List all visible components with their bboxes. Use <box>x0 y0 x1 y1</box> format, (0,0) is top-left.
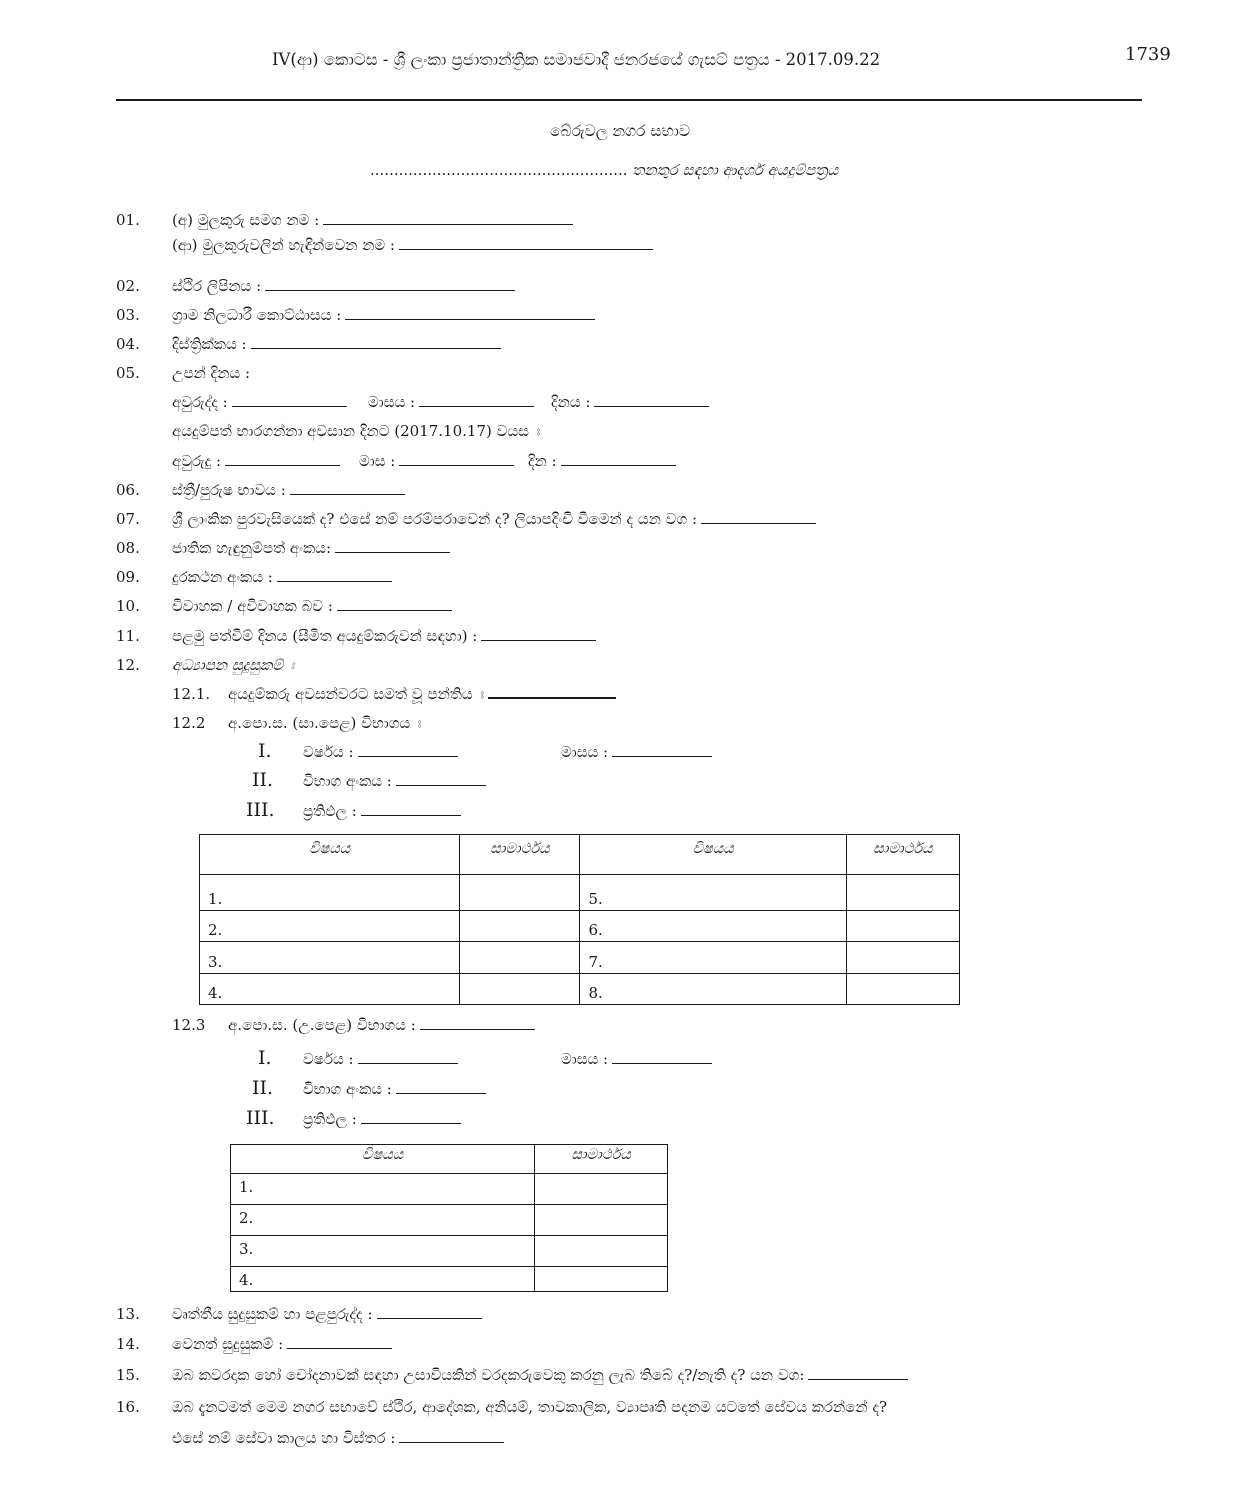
ol-subject-cell[interactable]: 2. <box>200 911 460 942</box>
item-04-field[interactable] <box>251 347 501 349</box>
age-days-field[interactable] <box>561 464 676 466</box>
header-rule <box>116 99 1142 101</box>
ol-grade-cell[interactable] <box>460 875 580 911</box>
item-02-field[interactable] <box>265 289 515 291</box>
al-subject-cell[interactable]: 2. <box>231 1205 535 1236</box>
item-12-2-label: අ.පො.ස. (සා.පෙළ) විභාගය ඃ <box>228 714 422 732</box>
item-16-label: ඔබ දැනටමත් මෙම නගර සභාවේ ස්ථිර, ආදේශක, අනියම්, තාවකාලික, ව්‍යාපෘති පදනම යටතේ සේවය කරන්නේ ද? <box>172 1398 888 1416</box>
ol-grade-cell[interactable] <box>846 974 959 1005</box>
ol-header-grade-2: සාමාර්ථය <box>846 835 959 875</box>
table-row <box>231 1267 668 1292</box>
item-08 <box>172 539 450 557</box>
table-row <box>231 1205 668 1236</box>
al-subject-cell[interactable]: 3. <box>231 1236 535 1267</box>
table-row <box>231 1174 668 1205</box>
item-13-field[interactable] <box>377 1317 482 1319</box>
al-month-label: මාසය : <box>561 1050 609 1068</box>
birth-year-field[interactable] <box>232 405 347 407</box>
al-year-label: වර්ෂය : <box>303 1050 354 1068</box>
al-roman-1: I. <box>258 1047 272 1069</box>
al-result <box>303 1110 461 1128</box>
item-01a-label: (අ) මුලකුරු සමග නම : <box>172 211 320 229</box>
item-16-field[interactable] <box>399 1441 504 1443</box>
ol-grade-cell[interactable] <box>846 942 959 974</box>
ol-grade-cell[interactable] <box>460 974 580 1005</box>
al-index-label: විභාග අංකය : <box>303 1080 392 1098</box>
item-12-1-field[interactable] <box>488 696 616 699</box>
item-12-1 <box>228 685 616 703</box>
age-days-label: දින : <box>528 452 557 470</box>
item-01b-field[interactable] <box>399 248 653 250</box>
al-subject-cell[interactable]: 4. <box>231 1267 535 1292</box>
item-09-label: දුරකථන අංකය : <box>172 568 273 586</box>
item-04-number: 04. <box>116 335 140 353</box>
al-month-field[interactable] <box>612 1062 712 1064</box>
item-04-label: දිස්ත්‍රික්කය : <box>172 335 247 353</box>
ol-year-field[interactable] <box>358 755 458 757</box>
item-09-number: 09. <box>116 568 140 586</box>
ol-grade-cell[interactable] <box>846 911 959 942</box>
item-10-label: විවාහක / අවිවාහක බව : <box>172 597 333 615</box>
ol-header-subject-1: විෂයය <box>200 835 460 875</box>
al-year-field[interactable] <box>358 1062 458 1064</box>
al-header-subject: විෂයය <box>231 1145 535 1174</box>
al-index-field[interactable] <box>396 1092 486 1094</box>
ol-subject-cell[interactable]: 3. <box>200 942 460 974</box>
item-14-label: වෙනත් සුදුසුකම් : <box>172 1335 284 1353</box>
item-16-detail <box>172 1429 504 1447</box>
ol-subject-cell[interactable]: 4. <box>200 974 460 1005</box>
item-03-field[interactable] <box>345 318 595 320</box>
al-roman-3: III. <box>246 1107 275 1129</box>
ol-subject-cell[interactable]: 8. <box>580 974 846 1005</box>
item-12-label: අධ්‍යාපන සුදුසුකම් ඃ <box>172 656 295 674</box>
ol-subject-cell[interactable]: 6. <box>580 911 846 942</box>
ol-index <box>303 772 486 790</box>
birth-year <box>172 393 347 411</box>
page-number: 1739 <box>1125 44 1171 65</box>
table-row <box>231 1236 668 1267</box>
ol-index-label: විභාග අංකය : <box>303 772 392 790</box>
item-15-number: 15. <box>116 1366 140 1384</box>
item-14-number: 14. <box>116 1335 140 1353</box>
item-05-label: උපන් දිනය : <box>172 364 250 382</box>
item-06-field[interactable] <box>290 493 405 495</box>
al-result-label: ප්‍රතිඵල : <box>303 1110 357 1128</box>
al-table-header <box>231 1145 668 1174</box>
ol-month-field[interactable] <box>612 755 712 757</box>
document-subtitle <box>370 161 838 179</box>
item-16-detail-label: එසේ නම් සේවා කාලය හා විස්තර : <box>172 1429 396 1447</box>
item-11-field[interactable] <box>481 639 596 641</box>
item-14 <box>172 1335 392 1353</box>
al-roman-2: II. <box>252 1077 274 1099</box>
item-07 <box>172 510 816 528</box>
item-08-field[interactable] <box>335 551 450 553</box>
al-grade-cell[interactable] <box>535 1236 668 1267</box>
age-days <box>528 452 676 470</box>
ol-result <box>303 802 461 820</box>
al-grade-cell[interactable] <box>535 1205 668 1236</box>
al-result-field[interactable] <box>361 1122 461 1124</box>
item-02-number: 02. <box>116 277 140 295</box>
item-12-3-label: අ.පො.ස. (උ.පෙළ) විභාගය : <box>228 1016 416 1034</box>
ol-header-grade-1: සාමාර්ථය <box>460 835 580 875</box>
item-11-number: 11. <box>116 627 140 645</box>
item-12-3-field[interactable] <box>420 1028 535 1030</box>
item-07-field[interactable] <box>701 522 816 524</box>
item-12-3-number: 12.3 <box>172 1016 206 1034</box>
ol-grade-cell[interactable] <box>460 942 580 974</box>
item-11-label: පළමු පත්වීම් දිනය (සීමිත අයදුම්කරුවන් සඳහා) : <box>172 627 478 645</box>
table-row <box>200 974 960 1005</box>
al-results-table <box>230 1144 668 1292</box>
item-02 <box>172 277 515 295</box>
item-01b <box>172 236 653 254</box>
birth-day <box>551 393 709 411</box>
al-month <box>561 1050 712 1068</box>
item-10 <box>172 597 452 615</box>
ol-header-subject-2: විෂයය <box>580 835 846 875</box>
ol-grade-cell[interactable] <box>460 911 580 942</box>
item-07-label: ශ්‍රී ලාංකික පුරවැසියෙක් ද? එසේ නම් පරම්පරාවෙන් ද? ලියාපදිංචි වීමෙන් ද යන වග : <box>172 510 697 528</box>
birth-month <box>368 393 534 411</box>
item-09 <box>172 568 392 586</box>
item-01a <box>172 211 573 229</box>
item-01-number: 01. <box>116 211 140 229</box>
table-row <box>200 942 960 974</box>
table-row <box>200 911 960 942</box>
ol-results-table <box>199 834 960 1005</box>
item-03-label: ග්‍රාම නිලධාරී කොට්ඨාසය : <box>172 306 342 324</box>
ol-result-label: ප්‍රතිඵල : <box>303 802 357 820</box>
item-10-field[interactable] <box>337 609 452 611</box>
item-13 <box>172 1305 482 1323</box>
item-06 <box>172 481 405 499</box>
item-12-1-label: අයදුම්කරු අවසන්වරට සමත් වූ පන්තිය ඃ <box>228 685 485 703</box>
document-title: බේරුවල නගර සභාව <box>549 122 691 140</box>
ol-subject-cell[interactable]: 7. <box>580 942 846 974</box>
age-months-field[interactable] <box>399 464 514 466</box>
item-13-number: 13. <box>116 1305 140 1323</box>
al-grade-cell[interactable] <box>535 1267 668 1292</box>
birth-year-label: අවුරුද්ද : <box>172 393 228 411</box>
item-13-label: වෘත්තීය සුදුසුකම් හා පළපුරුද්ද : <box>172 1305 373 1323</box>
al-grade-cell[interactable] <box>535 1174 668 1205</box>
ol-year-label: වර්ෂය : <box>303 743 354 761</box>
item-06-label: ස්ත්‍රී/පුරුෂ භාවය : <box>172 481 286 499</box>
ol-subject-cell[interactable]: 1. <box>200 875 460 911</box>
item-02-label: ස්ථිර ලිපිනය : <box>172 277 262 295</box>
ol-roman-2: II. <box>252 769 274 791</box>
table-row <box>200 875 960 911</box>
item-14-field[interactable] <box>287 1347 392 1349</box>
subtitle-text: තනතුර සඳහා ආදර්ශ අයදුම්පත්‍රය <box>632 161 839 179</box>
al-year <box>303 1050 458 1068</box>
al-header-grade: සාමාර්ථය <box>535 1145 668 1174</box>
item-03 <box>172 306 595 324</box>
ol-year <box>303 743 458 761</box>
age-months-label: මාස : <box>359 452 396 470</box>
item-06-number: 06. <box>116 481 140 499</box>
item-12-3 <box>228 1016 535 1034</box>
item-16-number: 16. <box>116 1398 140 1416</box>
al-index <box>303 1080 486 1098</box>
item-15 <box>172 1366 908 1384</box>
item-05-number: 05. <box>116 364 140 382</box>
ol-month-label: මාසය : <box>561 743 609 761</box>
item-11 <box>172 627 596 645</box>
item-08-label: ජාතික හැඳුනුම්පත් අංකය: <box>172 539 331 557</box>
birth-day-field[interactable] <box>594 405 709 407</box>
item-07-number: 07. <box>116 510 140 528</box>
age-years-field[interactable] <box>225 464 340 466</box>
item-10-number: 10. <box>116 597 140 615</box>
birth-month-label: මාසය : <box>368 393 416 411</box>
ol-subject-cell[interactable]: 5. <box>580 875 846 911</box>
ol-month <box>561 743 712 761</box>
ol-index-field[interactable] <box>396 784 486 786</box>
age-years <box>172 452 340 470</box>
item-09-field[interactable] <box>277 580 392 582</box>
item-01b-label: (ආ) මුලකුරුවලින් හැඳින්වෙන නම : <box>172 236 395 254</box>
item-15-label: ඔබ කවරදාක හෝ චෝදනාවක් සඳහා උසාවියකින් වරදකරුවෙකු කරනු ලැබ තිබේ ද?/නැති ද? යන වග: <box>172 1366 805 1384</box>
item-12-2-number: 12.2 <box>172 714 206 732</box>
item-01a-field[interactable] <box>323 223 573 225</box>
ol-grade-cell[interactable] <box>846 875 959 911</box>
gazette-header: IV(ආ) කොටස - ශ්‍රී ලංකා ප්‍රජාතාන්ත්‍රික සමාජවාදී ජනරජයේ ගැසට් පත්‍රය - 2017.09.22 <box>272 50 881 69</box>
ol-table-header <box>200 835 960 875</box>
item-03-number: 03. <box>116 306 140 324</box>
item-15-field[interactable] <box>808 1378 908 1380</box>
item-08-number: 08. <box>116 539 140 557</box>
al-subject-cell[interactable]: 1. <box>231 1174 535 1205</box>
birth-month-field[interactable] <box>419 405 534 407</box>
ol-roman-3: III. <box>246 799 275 821</box>
item-04 <box>172 335 501 353</box>
item-12-1-number: 12.1. <box>172 685 211 703</box>
post-name-blank: ...................................................... <box>370 161 628 179</box>
age-years-label: අවුරුදු : <box>172 452 222 470</box>
ol-roman-1: I. <box>258 740 272 762</box>
item-12-number: 12. <box>116 656 140 674</box>
ol-result-field[interactable] <box>361 814 461 816</box>
age-months <box>359 452 514 470</box>
birth-day-label: දිනය : <box>551 393 591 411</box>
age-note: අයදුම්පත් භාරගන්නා අවසාන දිනට (2017.10.17) වයස ඃ <box>172 422 541 440</box>
